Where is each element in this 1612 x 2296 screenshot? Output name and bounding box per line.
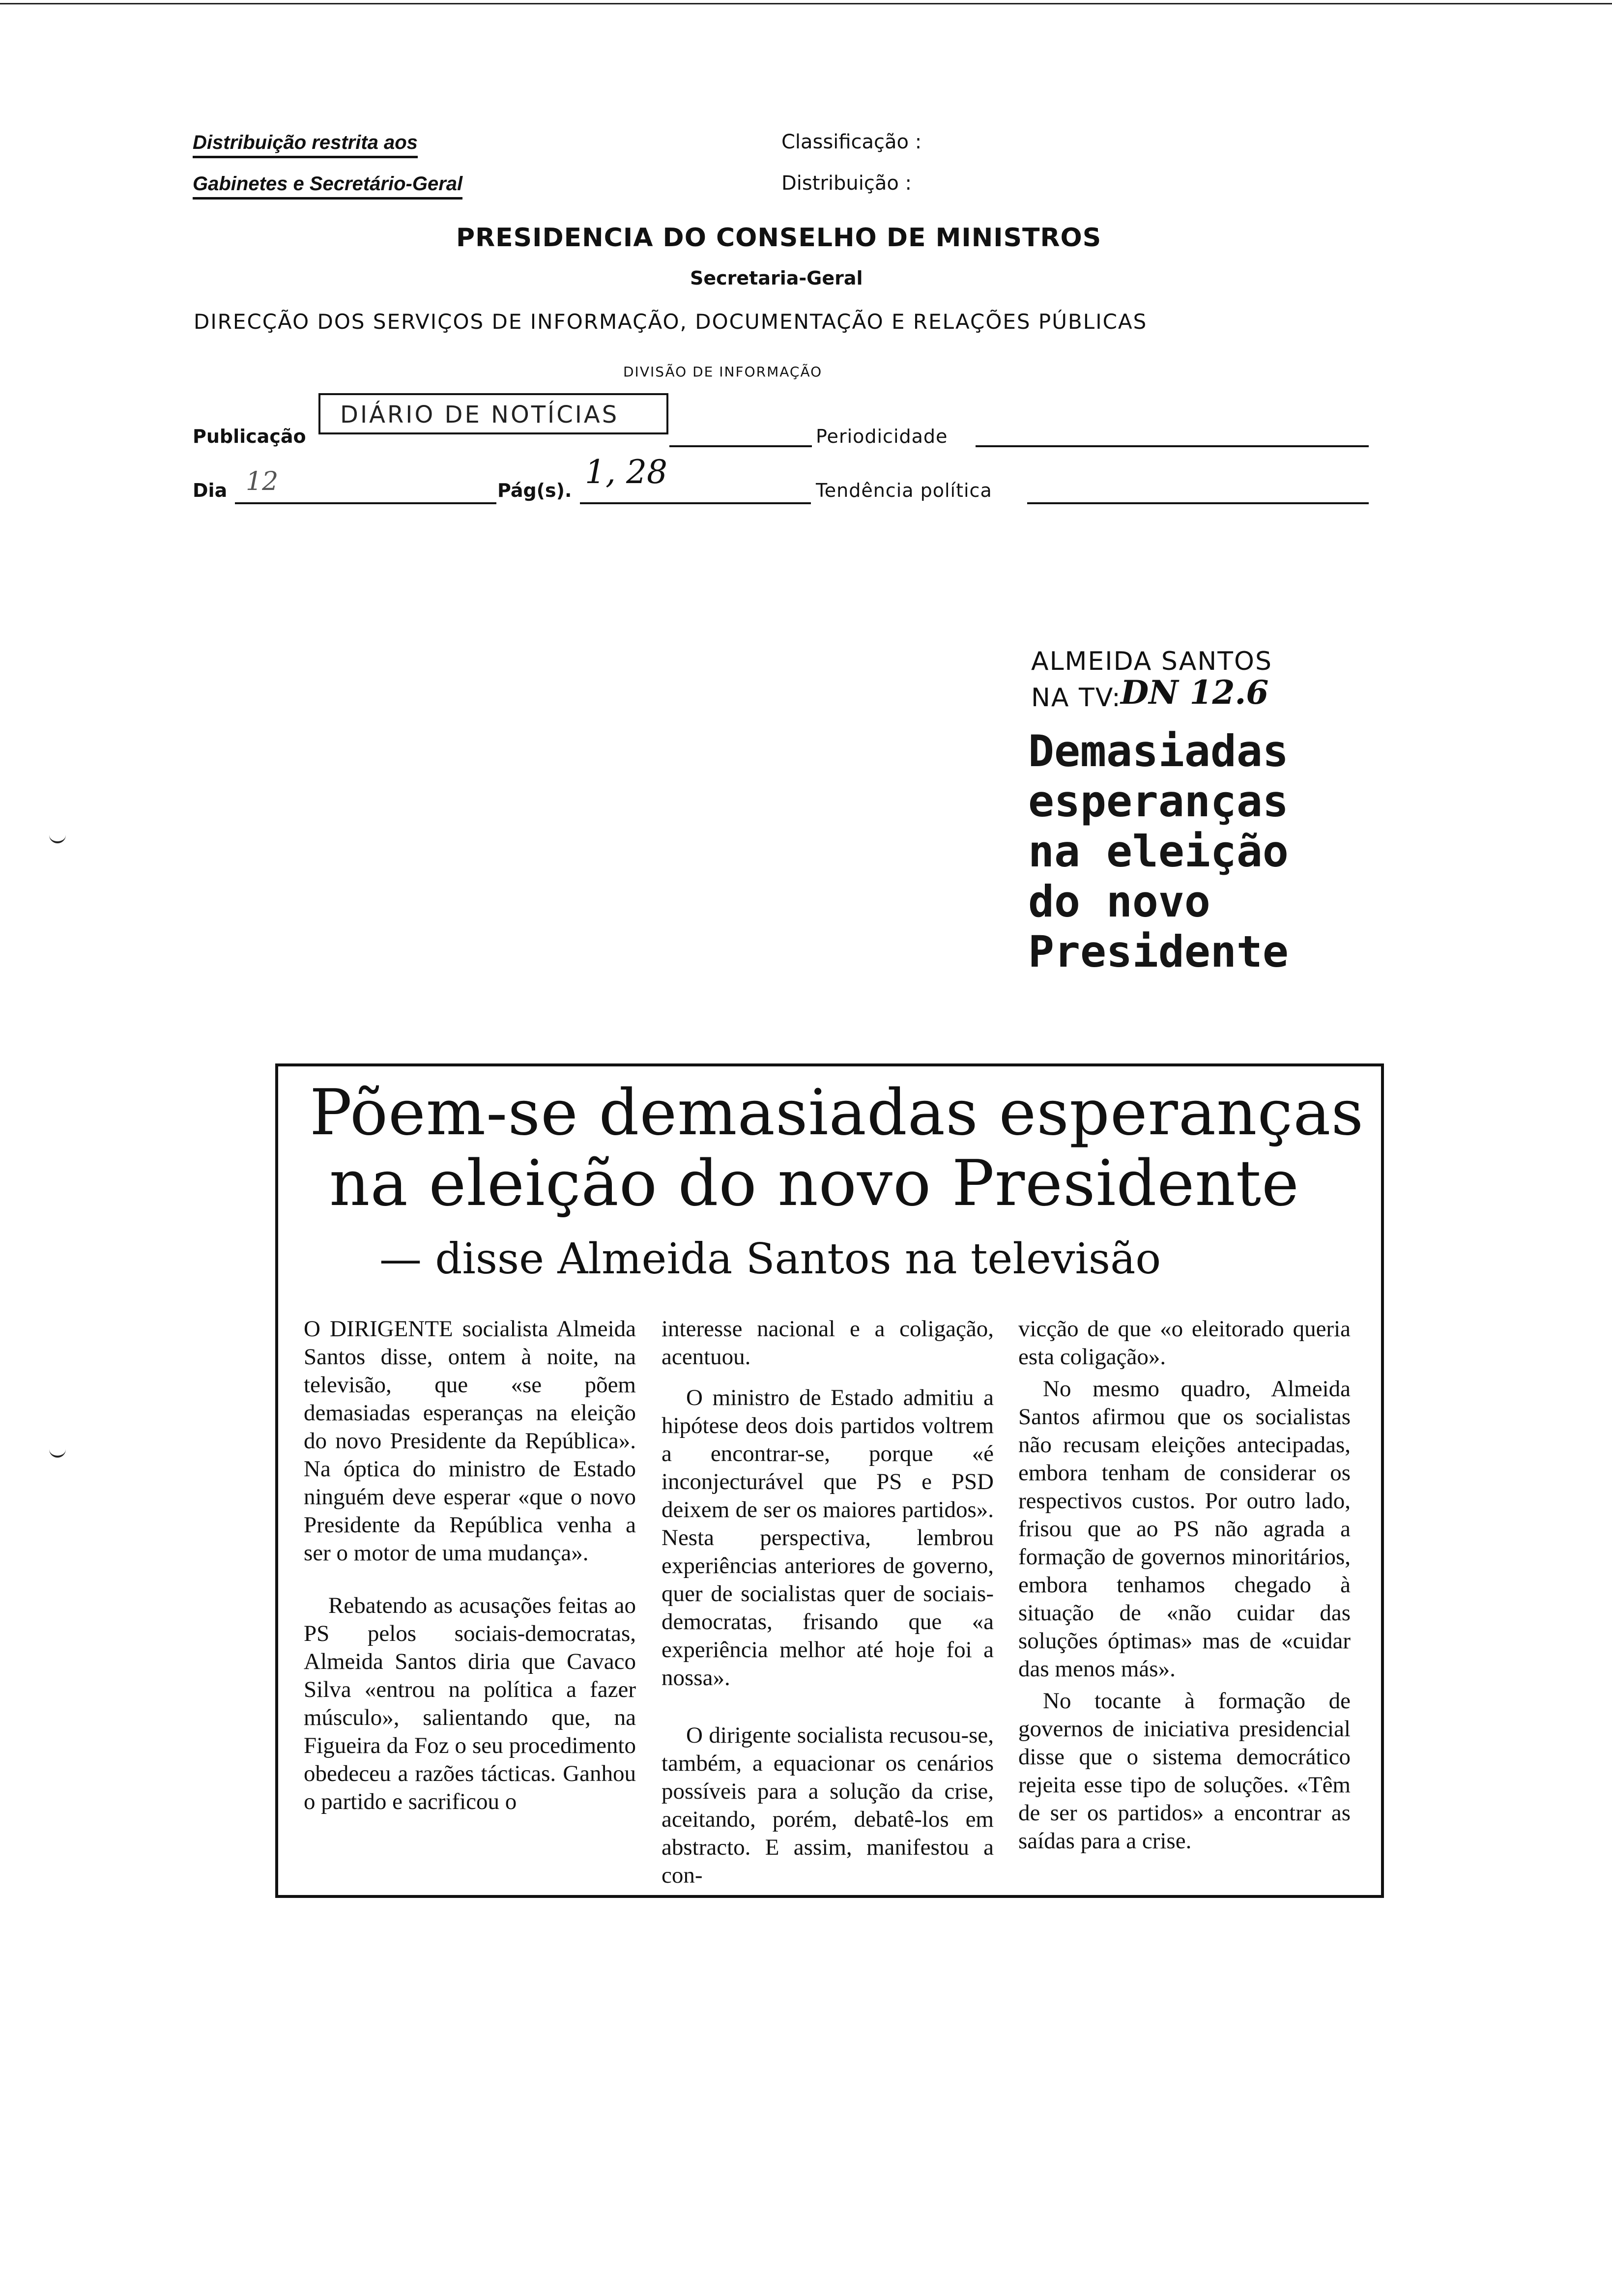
tendency-label: Tendência política [816,480,992,501]
secretariat-title: Secretaria-Geral [690,267,863,289]
article-col3-para2: No mesmo quadro, Almeida Santos afirmou que os socialistas não recusam eleições antecipadas, embora tenham de considerar os respectivos custos. Por outro lado, frisou que ao PS não agrada a formação de governos minoritários, embora tenhamos chegado à situação de «não cuidar das soluções óptimas» mas de «cuidar das menos más». [1018,1376,1351,1682]
front-clip-line1: ALMEIDA SANTOS [1031,647,1272,676]
tendency-field-line [1027,502,1369,504]
classification-label: Classificação : [781,131,922,153]
article-col2-para3: O dirigente socialista recusou-se, também, a equacionar os cenários possíveis para a solução da crise, aceitando, porém, debatê-los em abstracto. E assim, manifestou a con- [662,1722,994,1888]
article-col1-para2: Rebatendo as acusações feitas ao PS pelos sociais-democratas, Almeida Santos diria que Cavaco Silva «entrou na política a fazer músculo», salientando que, na Figueira da Foz o seu procedimento obedeceu a razões tácticas. Ganhou o partido e sacrificou o [304,1593,636,1814]
publication-underline [669,445,812,447]
article-col2-para2: O ministro de Estado admitiu a hipótese deos dois partidos voltrem a encontrar-se, porque «é inconjecturável que PS e PSD deixem de ser os maiores partidos». Nesta perspectiva, lembrou experiências anteriores de governo, quer de socialistas quer de sociais-democratas, frisando que «a experiência melhor até hoje foi a nossa». [662,1385,994,1691]
binder-mark-top [49,832,66,843]
article-col3-para1: vicção de que «o eleitorado queria esta coligação». [1018,1316,1351,1370]
scan-top-edge [0,3,1612,4]
pages-label: Pág(s). [497,480,572,501]
article-col2-para1: interesse nacional e a coligação, acentuou. [662,1316,994,1370]
publication-stamp: DIÁRIO DE NOTÍCIAS [318,393,668,434]
article-subheadline: — disse Almeida Santos na televisão [379,1234,1161,1284]
day-label: Dia [193,480,228,501]
front-clip-heading-2: esperanças [1028,776,1289,827]
article-column-3 [1018,1315,1351,1855]
periodicity-field-line [976,445,1369,447]
day-value: 12 [246,467,279,496]
directorate-title: DIRECÇÃO DOS SERVIÇOS DE INFORMAÇÃO, DOCUMENTAÇÃO E RELAÇÕES PÚBLICAS [194,310,1148,334]
article-col3-para3: No tocante à formação de governos de iniciativa presidencial disse que o sistema democrático rejeita esse tipo de soluções. «Têm de ser os partidos» a encontrar as saídas para a crise. [1018,1688,1351,1854]
front-clip-heading-4: do novo [1028,876,1210,927]
front-clip-line2: NA TV: [1031,683,1122,713]
pages-value: 1, 28 [585,453,667,491]
article-headline-line1: Põem-se demasiadas esperanças [310,1076,1364,1149]
front-clip-handwritten-ref: DN 12.6 [1121,673,1269,712]
article-headline-line2: na eleição do novo Presidente [329,1147,1299,1220]
article-column-2 [662,1315,994,1890]
article-col1-para1: O DIRIGENTE socialista Almeida Santos disse, ontem à noite, na televisão, que «se põem demasiadas esperanças na eleição do novo Presidente da República». Na óptica do ministro de Estado ninguém deve esperar «que o novo Presidente da República venha a ser o motor de uma mudança». [304,1316,636,1566]
article-column-1 [304,1315,636,1816]
periodicity-label: Periodicidade [816,426,948,447]
restricted-distribution-line2: Gabinetes e Secretário-Geral [193,173,462,200]
division-title: DIVISÃO DE INFORMAÇÃO [623,364,823,380]
front-clip-heading-3: na eleição [1028,826,1289,877]
restricted-distribution-line1: Distribuição restrita aos [193,132,418,158]
publication-label: Publicação [193,426,306,447]
day-field-line [235,502,496,504]
pages-field-line [580,502,811,504]
front-clip-heading-5: Presidente [1028,926,1289,977]
presidency-title: PRESIDENCIA DO CONSELHO DE MINISTROS [456,223,1102,253]
front-clip-heading-1: Demasiadas [1028,726,1289,776]
distribution-label: Distribuição : [781,172,912,195]
binder-mark-bottom [49,1447,66,1458]
